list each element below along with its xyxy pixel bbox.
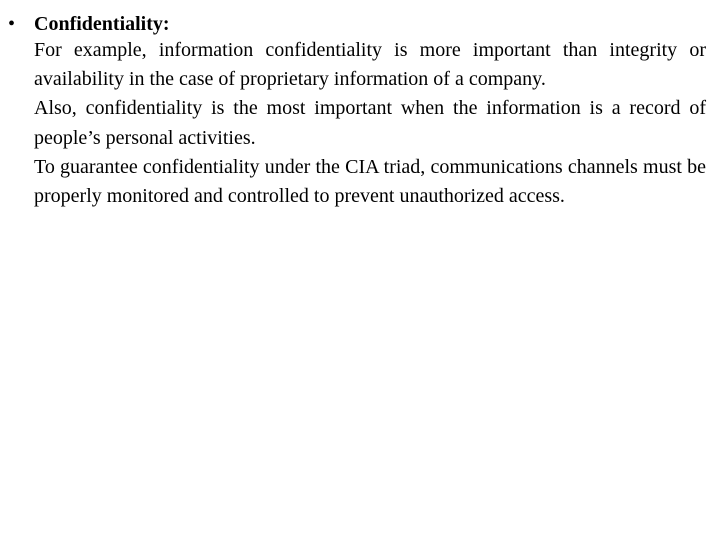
bullet-body	[34, 36, 706, 211]
paragraph-example: For example, information confidentiality is more important than integrity or availability in the case of proprietary information of a company.	[34, 39, 706, 91]
paragraph-cia-triad: To guarantee confidentiality under the CIA triad, communications channels must be properly monitored and controlled to prevent unauthorized access.	[34, 155, 706, 208]
paragraph-personal-records: Also, confidentiality is the most important when the information is a record of people’s personal activities.	[34, 97, 706, 149]
bullet-heading: Confidentiality:	[34, 13, 170, 35]
bullet-icon: •	[8, 13, 16, 35]
